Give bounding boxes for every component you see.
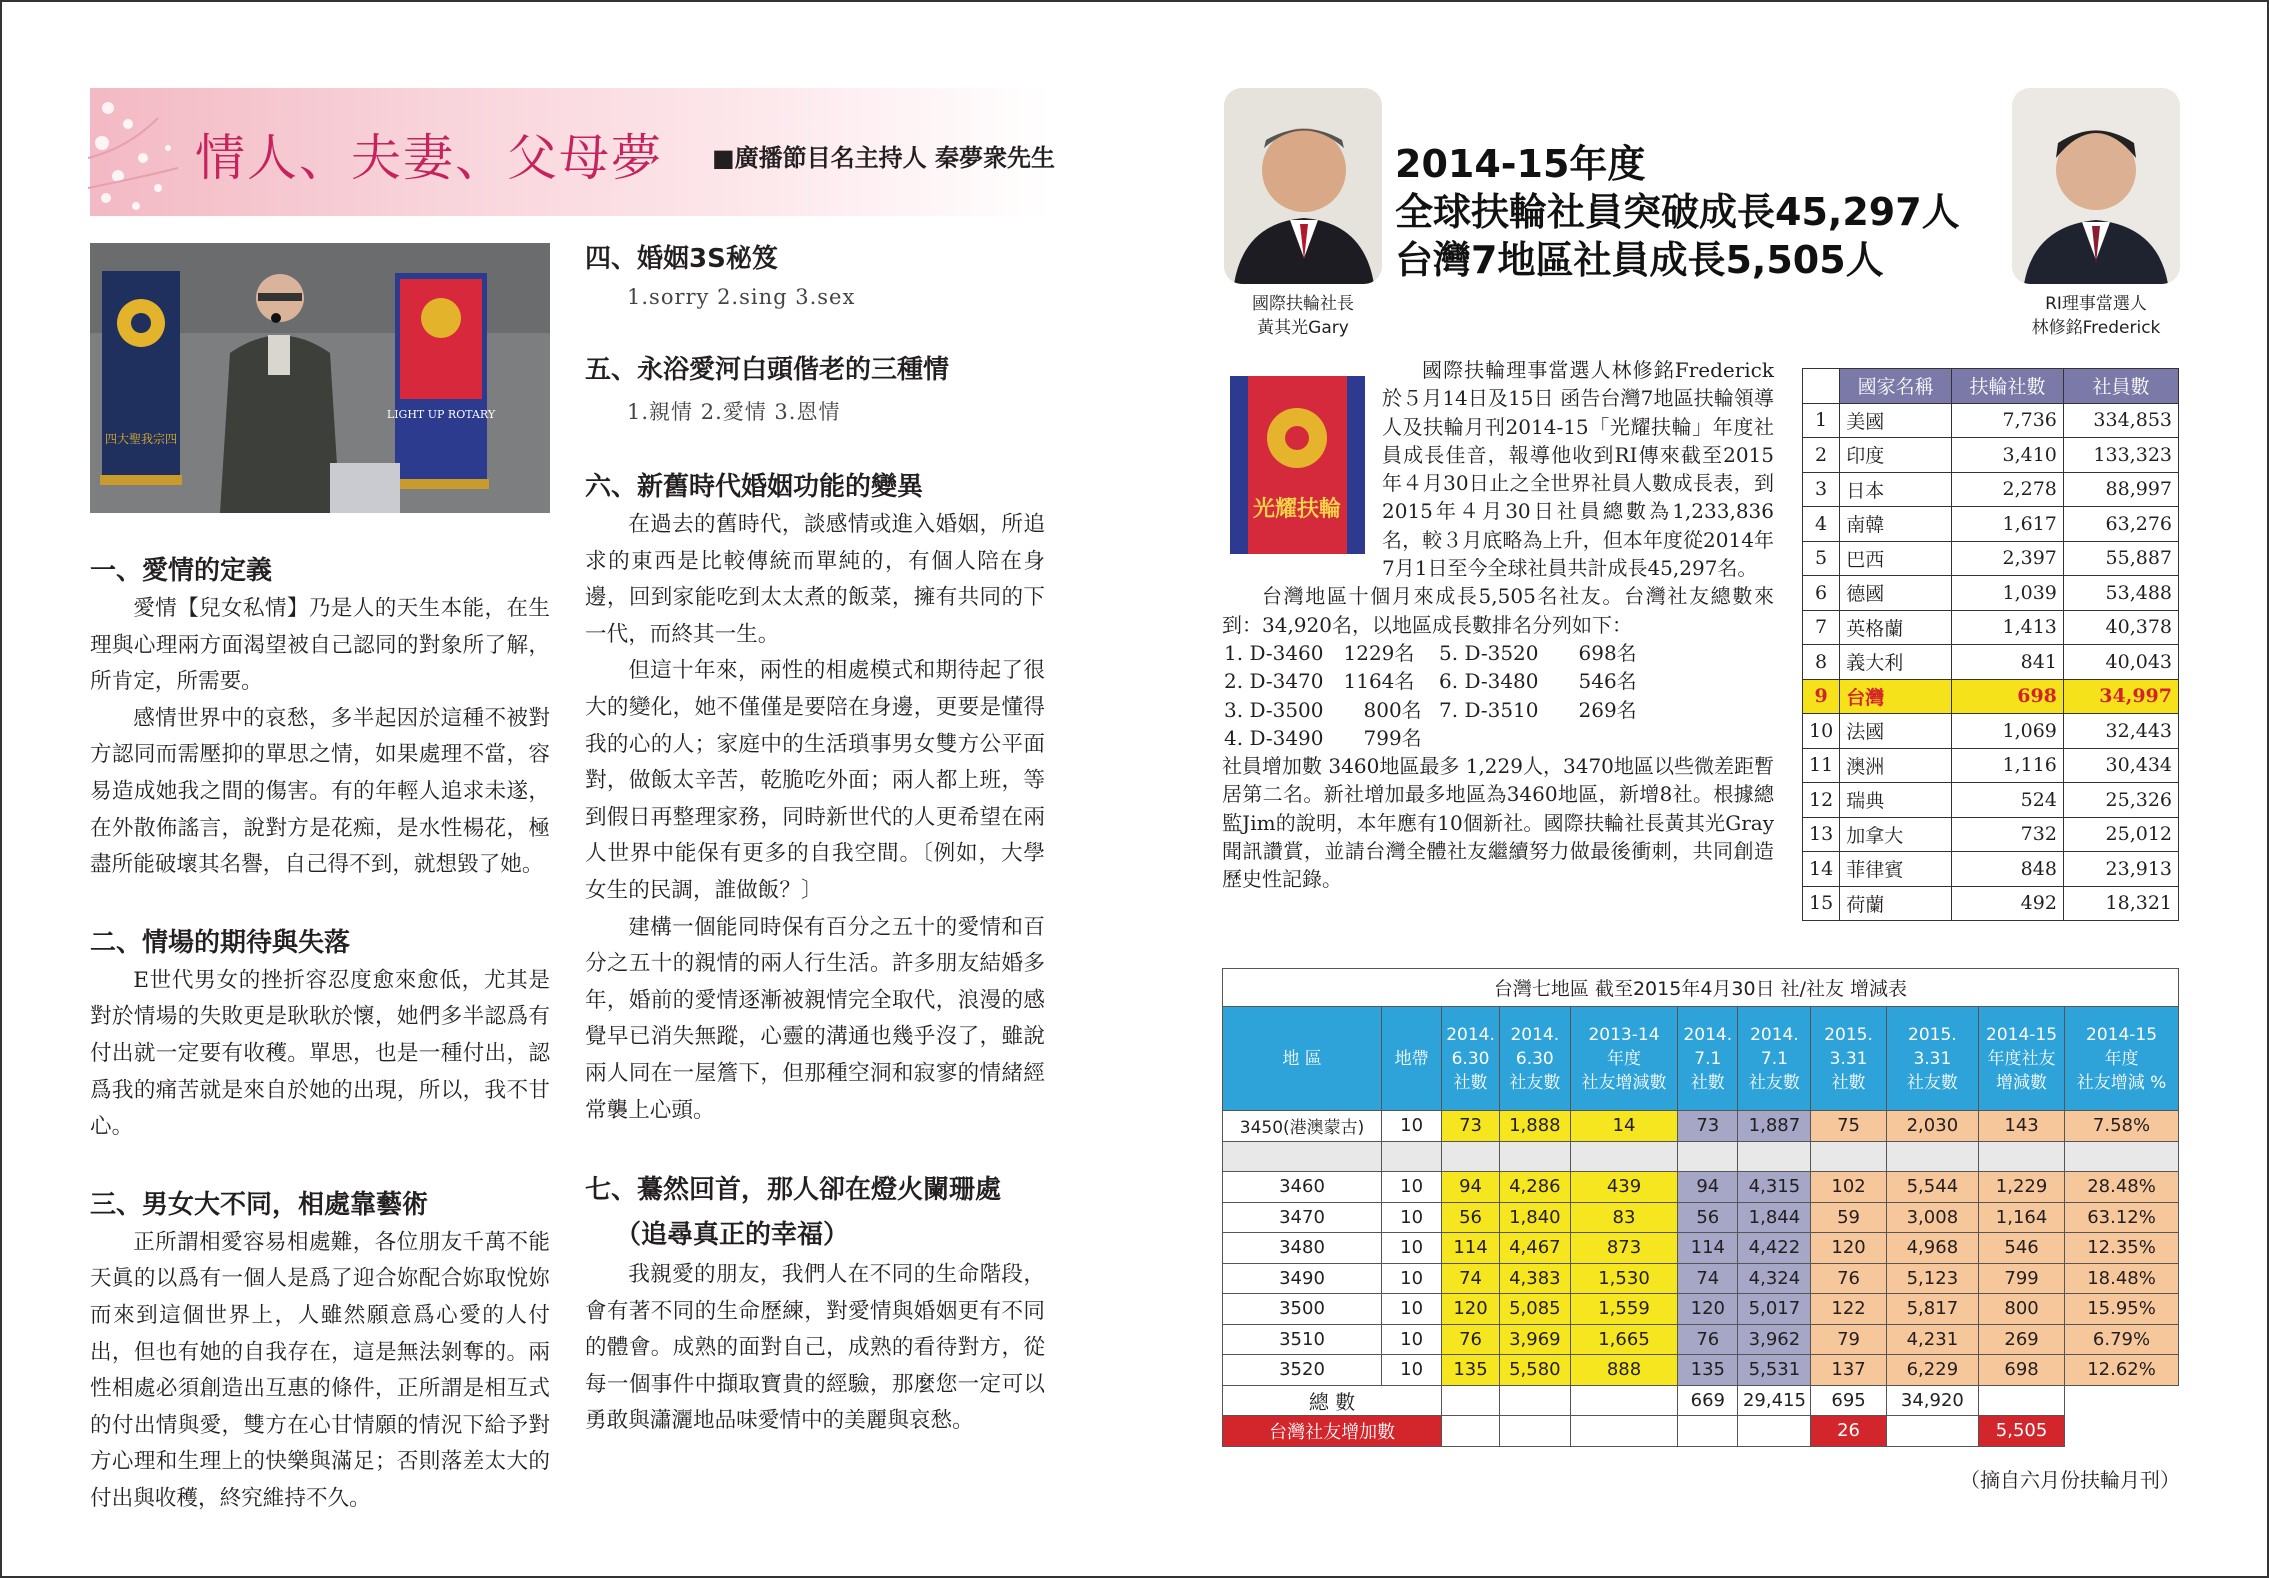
table-row	[1223, 1202, 2179, 1233]
table-cell: 695	[1811, 1385, 1886, 1416]
table-row	[1803, 472, 2179, 507]
table-cell: 菲律賓	[1840, 852, 1952, 887]
article-title: 情人、夫妻、父母夢	[195, 129, 663, 187]
paragraph: 建構一個能同時保有百分之五十的愛情和百分之五十的親情的兩人行生活。許多朋友結婚多年，婚前的愛情逐漸被親情完全取代，浪漫的感覺早已消失無蹤，心靈的溝通也幾乎沒了，雖說兩人同在一屋簷下，但那種空洞和寂寥的情緒經常襲上心頭。	[585, 914, 1045, 1123]
table-row	[1803, 645, 2179, 680]
table-cell: 4,286	[1499, 1172, 1570, 1203]
table-cell: 4,383	[1499, 1263, 1570, 1294]
table-cell: 瑞典	[1840, 783, 1952, 818]
table-cell: 10	[1382, 1202, 1442, 1233]
table-cell: 3,410	[1952, 438, 2064, 473]
table-cell: 83	[1570, 1202, 1677, 1233]
table-cell: 122	[1811, 1294, 1886, 1325]
portrait-caption: 林修銘Frederick	[2031, 318, 2161, 338]
portrait-gary	[1224, 88, 1382, 284]
table-cell: 12.62%	[2065, 1355, 2179, 1386]
table-cell: 873	[1570, 1233, 1677, 1264]
table-cell: 18.48%	[2065, 1263, 2179, 1294]
ranking-item: 7. D-3510 269名	[1439, 697, 1637, 722]
table-cell: 114	[1442, 1233, 1500, 1264]
table-header: 2014-15 年度 社友增減 %	[2065, 1007, 2179, 1111]
list-text: 1.sorry 2.sing 3.sex	[627, 285, 856, 309]
table-cell: 5,580	[1499, 1355, 1570, 1386]
table-header: 2014-15 年度社友 增減數	[1979, 1007, 2065, 1111]
table-row	[1223, 1294, 2179, 1325]
section-heading: 六、新舊時代婚姻功能的變異	[585, 472, 924, 502]
table-cell: 1,617	[1952, 507, 2064, 542]
table-cell: 5,817	[1886, 1294, 1978, 1325]
list-text: 1.親情 2.愛情 3.恩情	[627, 400, 841, 424]
table-header: 2013-14 年度 社友增減數	[1570, 1007, 1677, 1111]
table-cell: 88,997	[2063, 472, 2178, 507]
table-cell: 3,962	[1738, 1324, 1811, 1355]
news-title	[1395, 140, 1960, 284]
table-cell: 546	[1979, 1233, 2065, 1264]
table-cell: 12	[1803, 783, 1840, 818]
table-cell: 1,840	[1499, 1202, 1570, 1233]
table-cell: 1,559	[1570, 1294, 1677, 1325]
table-row	[1223, 1355, 2179, 1386]
table-cell: 8	[1803, 645, 1840, 680]
table-cell: 6,229	[1886, 1355, 1978, 1386]
table-cell: 13	[1803, 817, 1840, 852]
table-row	[1223, 1111, 2179, 1142]
table-cell: 74	[1678, 1263, 1738, 1294]
table-cell: 63.12%	[2065, 1202, 2179, 1233]
portrait-caption: 黃其光Gary	[1257, 318, 1349, 338]
table-cell: 698	[1952, 679, 2064, 714]
total-label: 總 數	[1223, 1385, 1442, 1416]
news-title-line: 全球扶輪社員突破成長45,297人	[1395, 190, 1960, 234]
table-cell: 59	[1811, 1202, 1886, 1233]
table-cell: 143	[1979, 1111, 2065, 1142]
table-header: 地 區	[1223, 1007, 1382, 1111]
table-cell: 6	[1803, 576, 1840, 611]
table-row	[1803, 403, 2179, 438]
ranking-item: 4. D-3490 799名	[1224, 725, 1422, 750]
table-cell: 1,888	[1499, 1111, 1570, 1142]
portrait-caption: RI理事當選人	[2045, 294, 2147, 314]
section-heading: 二、情場的期待與失落	[90, 927, 351, 958]
ranking-item	[1439, 724, 1637, 752]
table-cell: 3460	[1223, 1172, 1382, 1203]
speaker-photo	[90, 243, 550, 513]
table-cell: 120	[1442, 1294, 1500, 1325]
table-cell: 英格蘭	[1840, 610, 1952, 645]
table-cell: 7,736	[1952, 403, 2064, 438]
table-cell: 4,315	[1738, 1172, 1811, 1203]
paragraph: 感情世界中的哀愁，多半起因於這種不被對方認同而需壓抑的單思之情，如果處理不當，容易造成她我之間的傷害。有的年輕人追求未遂，在外散佈謠言，說對方是花痴，是水性楊花，極盡所能破壞其名譽，自己得不到，就想毀了她。	[90, 705, 550, 878]
table-cell: 1	[1803, 403, 1840, 438]
table-cell: 40,043	[2063, 645, 2178, 680]
table-cell: 23,913	[2063, 852, 2178, 887]
poster-text: 光耀扶輪	[1252, 496, 1342, 522]
table-cell: 492	[1952, 886, 2064, 921]
table-cell: 4,231	[1886, 1324, 1978, 1355]
table-cell: 日本	[1840, 472, 1952, 507]
table-cell: 32,443	[2063, 714, 2178, 749]
district-table	[1222, 968, 2179, 1447]
table-header: 2014. 7.1 社數	[1678, 1007, 1738, 1111]
middle-column	[585, 238, 1045, 1440]
country-table	[1802, 368, 2179, 921]
table-cell: 133,323	[2063, 438, 2178, 473]
table-row	[1803, 817, 2179, 852]
increase-label: 台灣社友增加數	[1223, 1416, 1442, 1447]
table-row	[1803, 576, 2179, 611]
table-cell: 56	[1678, 1202, 1738, 1233]
table-row	[1803, 610, 2179, 645]
table-cell: 30,434	[2063, 748, 2178, 783]
table-cell: 7	[1803, 610, 1840, 645]
source-note: （摘自六月份扶輪月刊）	[1960, 1468, 2180, 1492]
paragraph: 我親愛的朋友，我們人在不同的生命階段，會有著不同的生命歷練，對愛情與婚姻更有不同的體會。成熟的面對自己，成熟的看待對方，從每一個事件中擷取寶貴的經驗，那麼您一定可以勇敢與瀟灑地品味愛情中的美麗與哀愁。	[585, 1262, 1045, 1434]
table-cell: 79	[1811, 1324, 1886, 1355]
table-cell: 135	[1678, 1355, 1738, 1386]
table-row	[1803, 541, 2179, 576]
table-cell: 10	[1382, 1111, 1442, 1142]
table-header: 2014. 6.30 社數	[1442, 1007, 1500, 1111]
table-cell: 5,123	[1886, 1263, 1978, 1294]
table-cell: 732	[1952, 817, 2064, 852]
table-cell: 5,505	[1979, 1416, 2065, 1447]
table-row	[1223, 1324, 2179, 1355]
table-cell: 1,116	[1952, 748, 2064, 783]
ranking-item: 1. D-3460 1229名	[1224, 640, 1415, 665]
table-cell: 120	[1811, 1233, 1886, 1264]
paragraph: 台灣地區十個月來成長5,505名社友。台灣社友總數來到：34,920名，以地區成長數排名分列如下：	[1222, 584, 1774, 637]
ranking-item: 5. D-3520 698名	[1439, 640, 1637, 665]
table-cell: 10	[1382, 1263, 1442, 1294]
table-row	[1803, 748, 2179, 783]
table-cell: 4,467	[1499, 1233, 1570, 1264]
section-heading: 七、驀然回首，那人卻在燈火闌珊處	[585, 1175, 1002, 1206]
table-cell: 4,422	[1738, 1233, 1811, 1264]
table-cell: 5,017	[1738, 1294, 1811, 1325]
table-row	[1803, 438, 2179, 473]
table-cell: 3480	[1223, 1233, 1382, 1264]
table-header: 地帶	[1382, 1007, 1442, 1111]
table-cell: 3510	[1223, 1324, 1382, 1355]
table-cell: 56	[1442, 1202, 1500, 1233]
table-cell: 4,324	[1738, 1263, 1811, 1294]
table-cell: 2	[1803, 438, 1840, 473]
table-cell: 1,887	[1738, 1111, 1811, 1142]
table-cell: 10	[1382, 1233, 1442, 1264]
table-cell: 9	[1803, 679, 1840, 714]
table-cell: 3,008	[1886, 1202, 1978, 1233]
portrait-frederick	[2012, 88, 2180, 284]
table-cell: 73	[1442, 1111, 1500, 1142]
portrait-caption: 國際扶輪社長	[1252, 294, 1354, 314]
table-cell: 1,844	[1738, 1202, 1811, 1233]
table-header: 2014. 6.30 社友數	[1499, 1007, 1570, 1111]
paragraph: 但這十年來，兩性的相處模式和期待起了很大的變化，她不僅僅是要陪在身邊，更要是懂得我的心的人；家庭中的生活瑣事男女雙方公平面對，做飯太辛苦，乾脆吃外面；兩人都上班，等到假日再整理家務，同時新世代的人更希望在兩人世界中能保有更多的自我空間。〔例如，大學女生的民調，誰做飯？〕	[585, 658, 1045, 903]
table-header: 國家名稱	[1840, 369, 1952, 404]
table-cell: 75	[1811, 1111, 1886, 1142]
table-row	[1803, 507, 2179, 542]
table-cell: 10	[1382, 1324, 1442, 1355]
table-cell: 1,665	[1570, 1324, 1677, 1355]
ranking-item: 2. D-3470 1164名	[1224, 669, 1415, 694]
table-cell: 1,229	[1979, 1172, 2065, 1203]
table-cell: 加拿大	[1840, 817, 1952, 852]
table-cell: 11	[1803, 748, 1840, 783]
table-row	[1223, 1172, 2179, 1203]
table-cell: 524	[1952, 783, 2064, 818]
table-cell: 799	[1979, 1263, 2065, 1294]
table-header: 2015. 3.31 社友數	[1886, 1007, 1978, 1111]
svg-text:LIGHT UP ROTARY: LIGHT UP ROTARY	[386, 408, 496, 421]
table-cell: 4,968	[1886, 1233, 1978, 1264]
table-cell: 美國	[1840, 403, 1952, 438]
table-cell: 135	[1442, 1355, 1500, 1386]
table-cell: 888	[1570, 1355, 1677, 1386]
table-cell: 1,069	[1952, 714, 2064, 749]
table-cell: 120	[1678, 1294, 1738, 1325]
table-cell: 1,164	[1979, 1202, 2065, 1233]
table-cell: 10	[1803, 714, 1840, 749]
table-cell: 法國	[1840, 714, 1952, 749]
table-cell: 14	[1570, 1111, 1677, 1142]
table-row	[1803, 714, 2179, 749]
table-cell: 439	[1570, 1172, 1677, 1203]
table-row	[1223, 1233, 2179, 1264]
paragraph: 正所謂相愛容易相處難，各位朋友千萬不能天眞的以爲有一個人是爲了迎合妳配合妳取悅妳而來到這個世界上，人雖然願意爲心愛的人付出，但也有她的自我存在，這是無法剝奪的。兩性相處必須創造出互惠的條件，正所謂是相互式的付出情與愛，雙方在心甘情願的情況下給予對方心理和生理上的快樂與滿足；否則落差太大的付出與收穫，終究維持不久。	[90, 1229, 550, 1511]
table-cell: 荷蘭	[1840, 886, 1952, 921]
table-cell: 73	[1678, 1111, 1738, 1142]
paragraph: 愛情【兒女私情】乃是人的天生本能，在生理與心理兩方面渴望被自己認同的對象所了解，所肯定，所需要。	[90, 596, 550, 695]
table-cell: 334,853	[2063, 403, 2178, 438]
article-author: ■廣播節目名主持人 秦夢衆先生	[712, 144, 1056, 172]
table-cell: 7.58%	[2065, 1111, 2179, 1142]
table-cell: 1,413	[1952, 610, 2064, 645]
table-cell: 269	[1979, 1324, 2065, 1355]
table-cell: 2,397	[1952, 541, 2064, 576]
section-heading: 三、男女大不同，相處靠藝術	[90, 1189, 429, 1220]
table-cell: 6.79%	[2065, 1324, 2179, 1355]
left-column	[90, 550, 550, 1517]
table-cell: 76	[1678, 1324, 1738, 1355]
table-cell: 76	[1811, 1263, 1886, 1294]
paragraph: 國際扶輪理事當選人林修銘Frederick於５月14日及15日 函告台灣7地區扶輪領導人及扶輪月刊2014-15「光耀扶輪」年度社員成長佳音，報導他收到RI傳來截至2015年４月30日止之全世界社員人數成長表，到2015年４月30日社員總數為1,233,836名，較３月底略為上升，但本年度從2014年7月1日至今全球社員共計成長45,297名。	[1382, 358, 1774, 581]
table-cell: 3450(港澳蒙古)	[1223, 1111, 1382, 1142]
table-cell: 5,544	[1886, 1172, 1978, 1203]
section-heading: 五、永浴愛河白頭偕老的三種情	[585, 355, 950, 385]
paragraph: E世代男女的挫折容忍度愈來愈低，尤其是對於情場的失敗更是耿耿於懷，她們多半認爲有付出就一定要有收穫。單思，也是一種付出，認爲我的痛苦就是來自於她的出現，所以，我不甘心。	[90, 967, 550, 1140]
news-body	[1222, 356, 1774, 894]
table-row	[1803, 783, 2179, 818]
table-row	[1803, 886, 2179, 921]
paragraph: 社員增加數 3460地區最多 1,229人，3470地區以些微差距暫居第二名。新社增加最多地區為3460地區，新增8社。根據總監Jim的說明，本年應有10個新社。國際扶輪社長黃其光Gray聞訊讚賞，並請台灣全體社友繼續努力做最後衝刺，共同創造歷史性記錄。	[1222, 754, 1774, 892]
section-heading: 四、婚姻3S秘笈	[585, 244, 778, 274]
table-cell: 10	[1382, 1294, 1442, 1325]
table-cell: 114	[1678, 1233, 1738, 1264]
table-cell: 15.95%	[2065, 1294, 2179, 1325]
paragraph: 在過去的舊時代，談感情或進入婚姻，所追求的東西是比較傳統而單純的，有個人陪在身邊，回到家能吃到太太煮的飯菜，擁有共同的下一代，而終其一生。	[585, 512, 1045, 647]
table-cell: 1,039	[1952, 576, 2064, 611]
news-title-line: 2014-15年度	[1395, 142, 1646, 186]
banner-left-icon	[100, 271, 182, 485]
table-cell: 澳洲	[1840, 748, 1952, 783]
table-cell: 53,488	[2063, 576, 2178, 611]
table-cell: 3,969	[1499, 1324, 1570, 1355]
table-cell: 3520	[1223, 1355, 1382, 1386]
table-cell: 2,030	[1886, 1111, 1978, 1142]
table-header: 2015. 3.31 社數	[1811, 1007, 1886, 1111]
table-cell: 63,276	[2063, 507, 2178, 542]
table-cell: 5,085	[1499, 1294, 1570, 1325]
table-cell: 10	[1382, 1355, 1442, 1386]
table-header: 2014. 7.1 社友數	[1738, 1007, 1811, 1111]
floral-decoration-icon	[88, 88, 208, 216]
table-cell: 4	[1803, 507, 1840, 542]
table-cell: 3	[1803, 472, 1840, 507]
table-cell: 14	[1803, 852, 1840, 887]
table-cell: 669	[1678, 1385, 1738, 1416]
table-cell: 3470	[1223, 1202, 1382, 1233]
table-cell: 94	[1678, 1172, 1738, 1203]
table-cell: 29,415	[1738, 1385, 1811, 1416]
table-row	[1803, 852, 2179, 887]
banner-right-icon	[387, 273, 496, 489]
table-cell: 台灣	[1840, 679, 1952, 714]
table-cell: 26	[1811, 1416, 1886, 1447]
svg-text:四大聖我宗四: 四大聖我宗四	[104, 432, 178, 446]
table-cell: 800	[1979, 1294, 2065, 1325]
table-cell: 南韓	[1840, 507, 1952, 542]
table-cell: 5	[1803, 541, 1840, 576]
table-cell: 698	[1979, 1355, 2065, 1386]
table-cell: 15	[1803, 886, 1840, 921]
table-cell: 841	[1952, 645, 2064, 680]
table-cell: 34,920	[1886, 1385, 1978, 1416]
table-cell: 1,530	[1570, 1263, 1677, 1294]
table-cell: 74	[1442, 1263, 1500, 1294]
district-table-title: 台灣七地區 截至2015年4月30日 社/社友 增減表	[1223, 969, 2179, 1007]
table-cell: 848	[1952, 852, 2064, 887]
table-row	[1223, 1263, 2179, 1294]
table-cell: 3490	[1223, 1263, 1382, 1294]
table-row	[1803, 679, 2179, 714]
table-cell: 34,997	[2063, 679, 2178, 714]
table-header: 社員數	[2063, 369, 2178, 404]
table-cell: 18,321	[2063, 886, 2178, 921]
table-cell: 5,531	[1738, 1355, 1811, 1386]
table-cell: 義大利	[1840, 645, 1952, 680]
table-cell: 印度	[1840, 438, 1952, 473]
table-cell: 94	[1442, 1172, 1500, 1203]
table-cell: 137	[1811, 1355, 1886, 1386]
table-cell: 3500	[1223, 1294, 1382, 1325]
table-cell: 2,278	[1952, 472, 2064, 507]
table-cell: 28.48%	[2065, 1172, 2179, 1203]
ranking-item: 6. D-3480 546名	[1439, 669, 1637, 694]
section-subheading: （追尋真正的幸福）	[615, 1220, 850, 1251]
table-cell: 76	[1442, 1324, 1500, 1355]
table-cell: 40,378	[2063, 610, 2178, 645]
table-cell: 10	[1382, 1172, 1442, 1203]
ranking-item: 3. D-3500 800名	[1224, 697, 1422, 722]
table-header: 扶輪社數	[1952, 369, 2064, 404]
table-cell: 25,326	[2063, 783, 2178, 818]
table-cell: 102	[1811, 1172, 1886, 1203]
table-cell: 德國	[1840, 576, 1952, 611]
section-heading: 一、愛情的定義	[90, 556, 273, 586]
table-cell: 55,887	[2063, 541, 2178, 576]
table-cell: 巴西	[1840, 541, 1952, 576]
district-ranking	[1224, 639, 1637, 752]
table-cell: 25,012	[2063, 817, 2178, 852]
table-cell: 12.35%	[2065, 1233, 2179, 1264]
news-title-line: 台灣7地區社員成長5,505人	[1395, 238, 1884, 282]
